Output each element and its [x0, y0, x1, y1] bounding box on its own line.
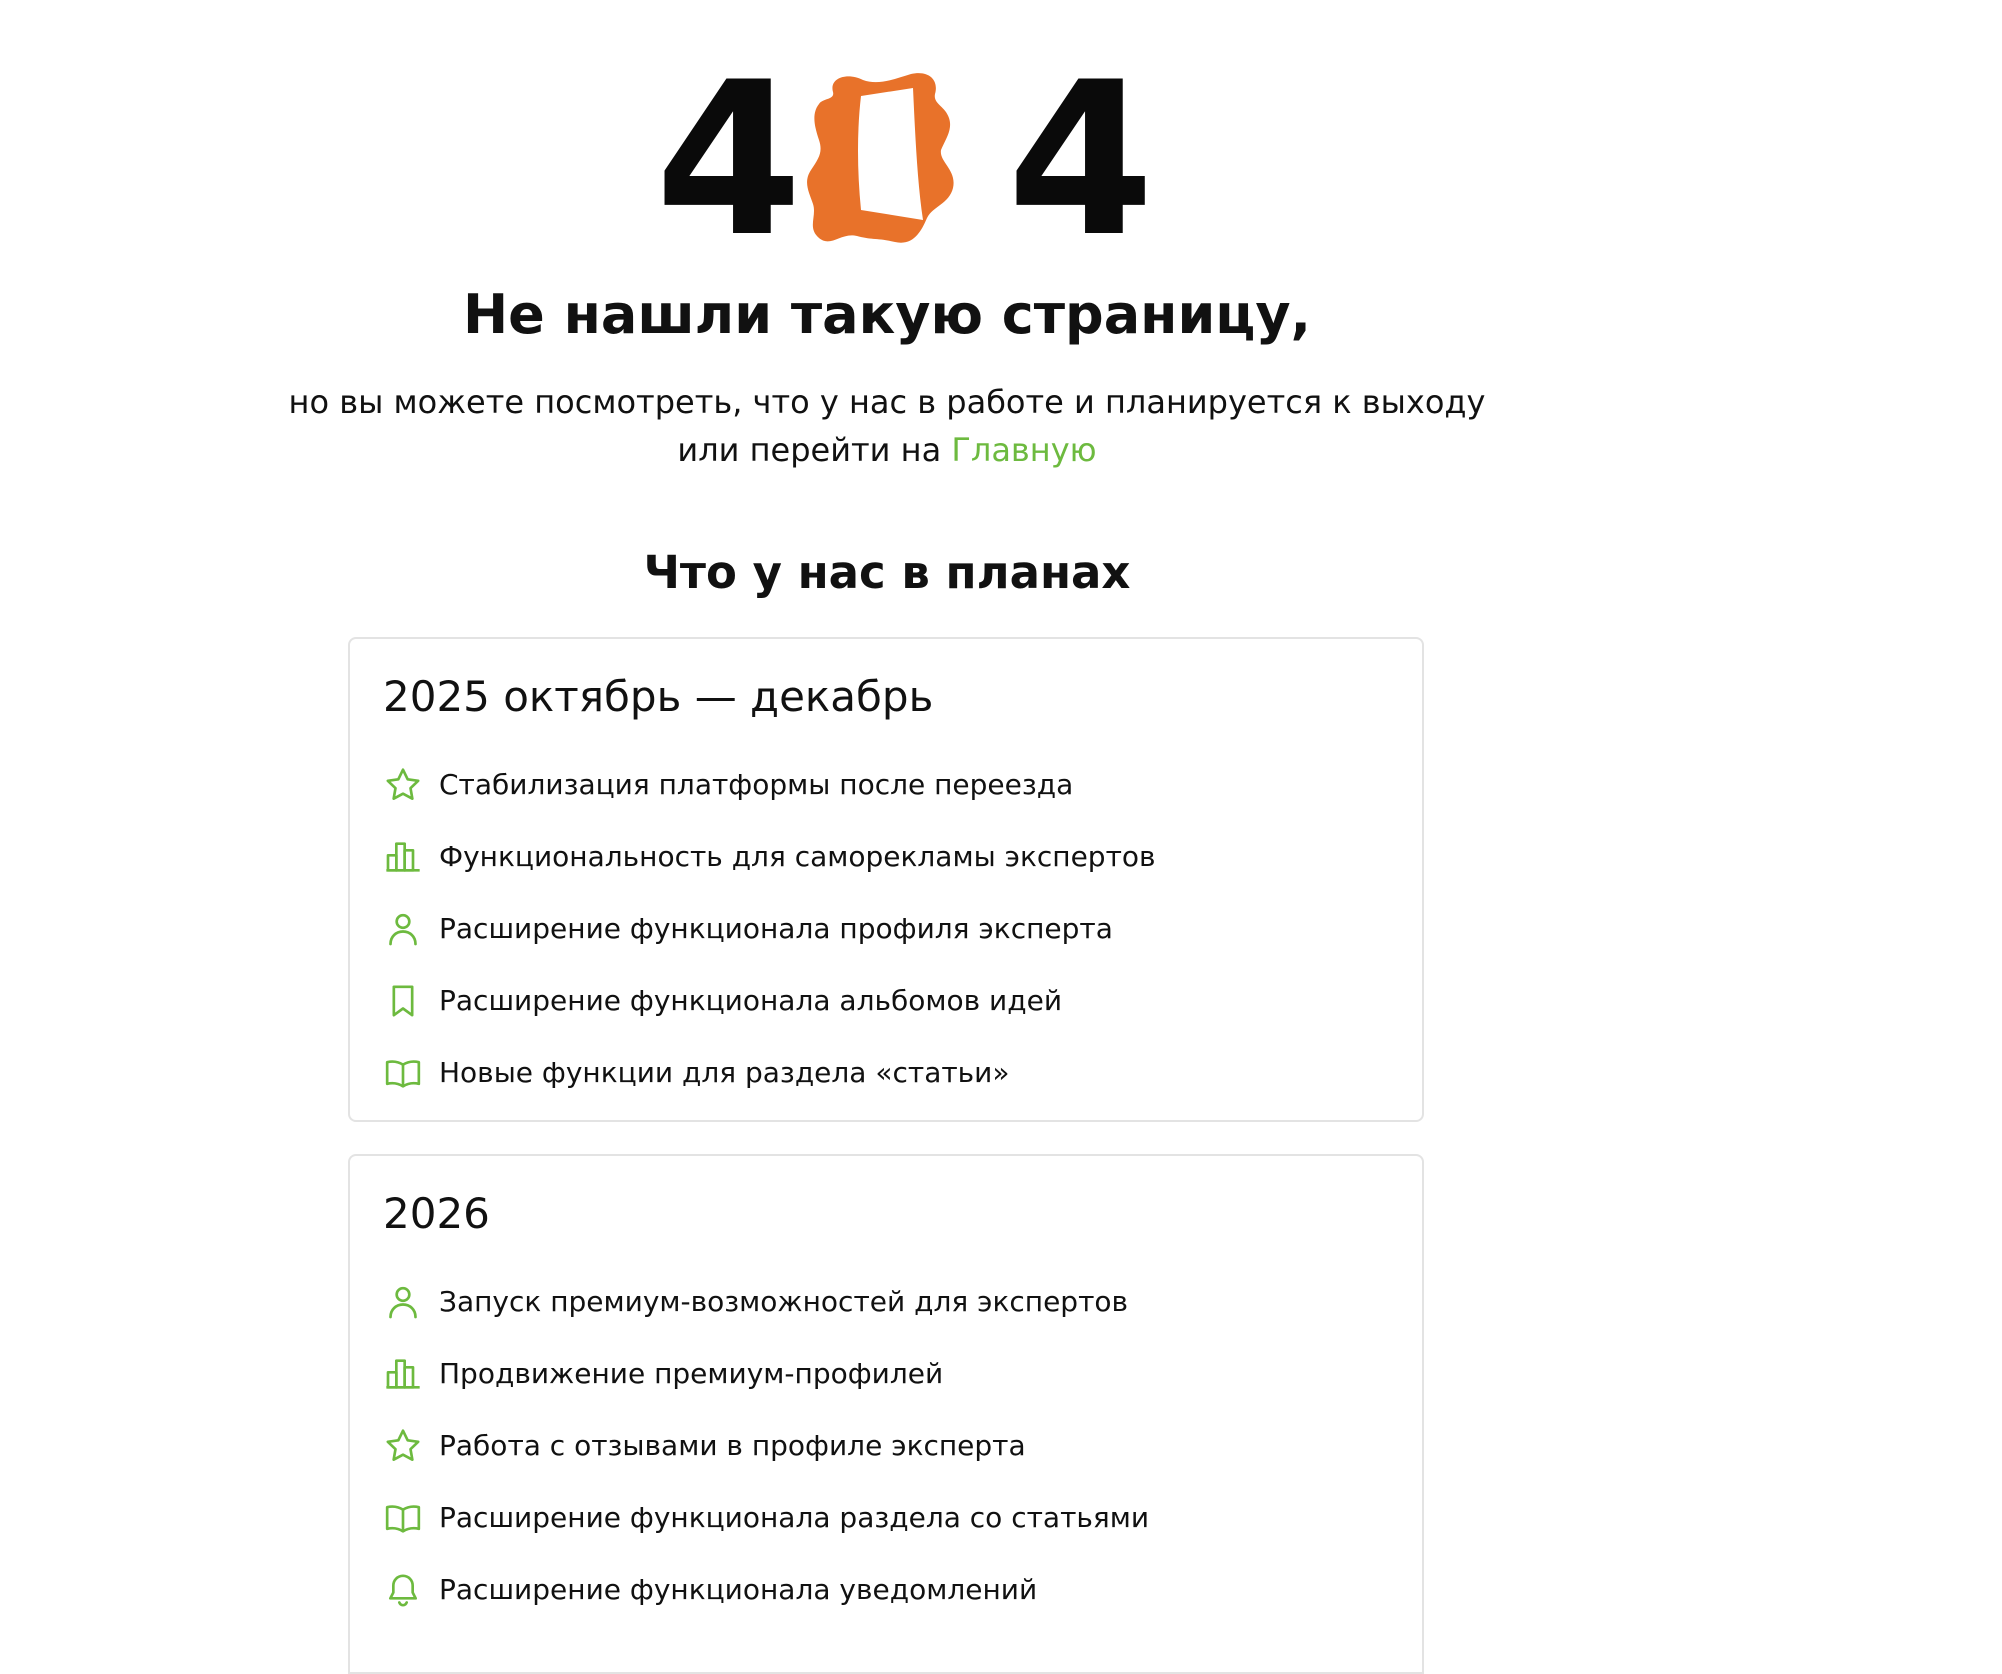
orange-frame-icon [805, 70, 963, 250]
plan-item [383, 1338, 1149, 1410]
plan-item [383, 1554, 1149, 1626]
plan-items-list [383, 1266, 1149, 1626]
user-icon [383, 1282, 423, 1322]
plan-card-title: 2026 [383, 1189, 490, 1238]
home-link[interactable]: Главную [951, 431, 1097, 469]
plan-item-label: Расширение функционала профиля эксперта [439, 912, 1113, 945]
plan-item-label: Расширение функционала альбомов идей [439, 984, 1063, 1017]
plans-title: Что у нас в планах [643, 546, 1131, 599]
plan-item [383, 893, 1156, 965]
plan-item-label: Функциональность для саморекламы экспертов [439, 840, 1156, 873]
plan-card-2025 [348, 637, 1424, 1122]
plan-item [383, 749, 1156, 821]
subtitle-line-2-prefix: или перейти на [677, 431, 952, 469]
bar-chart-icon [383, 837, 423, 877]
book-icon [383, 1498, 423, 1538]
plan-item-label: Расширение функционала уведомлений [439, 1573, 1038, 1606]
error-digit-left: 4 [655, 36, 803, 283]
user-icon [383, 909, 423, 949]
star-icon [383, 1426, 423, 1466]
plan-card-title: 2025 октябрь — декабрь [383, 672, 934, 721]
book-icon [383, 1053, 423, 1093]
plan-item [383, 1266, 1149, 1338]
page-subtitle [0, 378, 1774, 474]
plan-item-label: Стабилизация платформы после переезда [439, 768, 1074, 801]
bell-icon [383, 1570, 423, 1610]
bar-chart-icon [383, 1354, 423, 1394]
error-digit-right: 4 [1007, 36, 1155, 283]
plan-item-label: Новые функции для раздела «статьи» [439, 1056, 1010, 1089]
plan-item-label: Продвижение премиум-профилей [439, 1357, 944, 1390]
plan-item [383, 1482, 1149, 1554]
plan-card-2026 [348, 1154, 1424, 1674]
bookmark-icon [383, 981, 423, 1021]
plan-item-label: Работа с отзывами в профиле эксперта [439, 1429, 1026, 1462]
plan-item [383, 1410, 1149, 1482]
error-code-404 [0, 36, 1774, 283]
plan-items-list [383, 749, 1156, 1109]
subtitle-line-1: но вы можете посмотреть, что у нас в работе и планируется к выходу [288, 383, 1486, 421]
plan-item [383, 821, 1156, 893]
plan-item-label: Запуск премиум-возможностей для экспертов [439, 1285, 1129, 1318]
star-icon [383, 765, 423, 805]
plan-item [383, 1037, 1156, 1109]
subtitle-line-2 [0, 426, 1774, 474]
plan-item [383, 965, 1156, 1037]
page-headline: Не нашли такую страницу, [462, 283, 1312, 346]
plan-item-label: Расширение функционала раздела со статьями [439, 1501, 1150, 1534]
